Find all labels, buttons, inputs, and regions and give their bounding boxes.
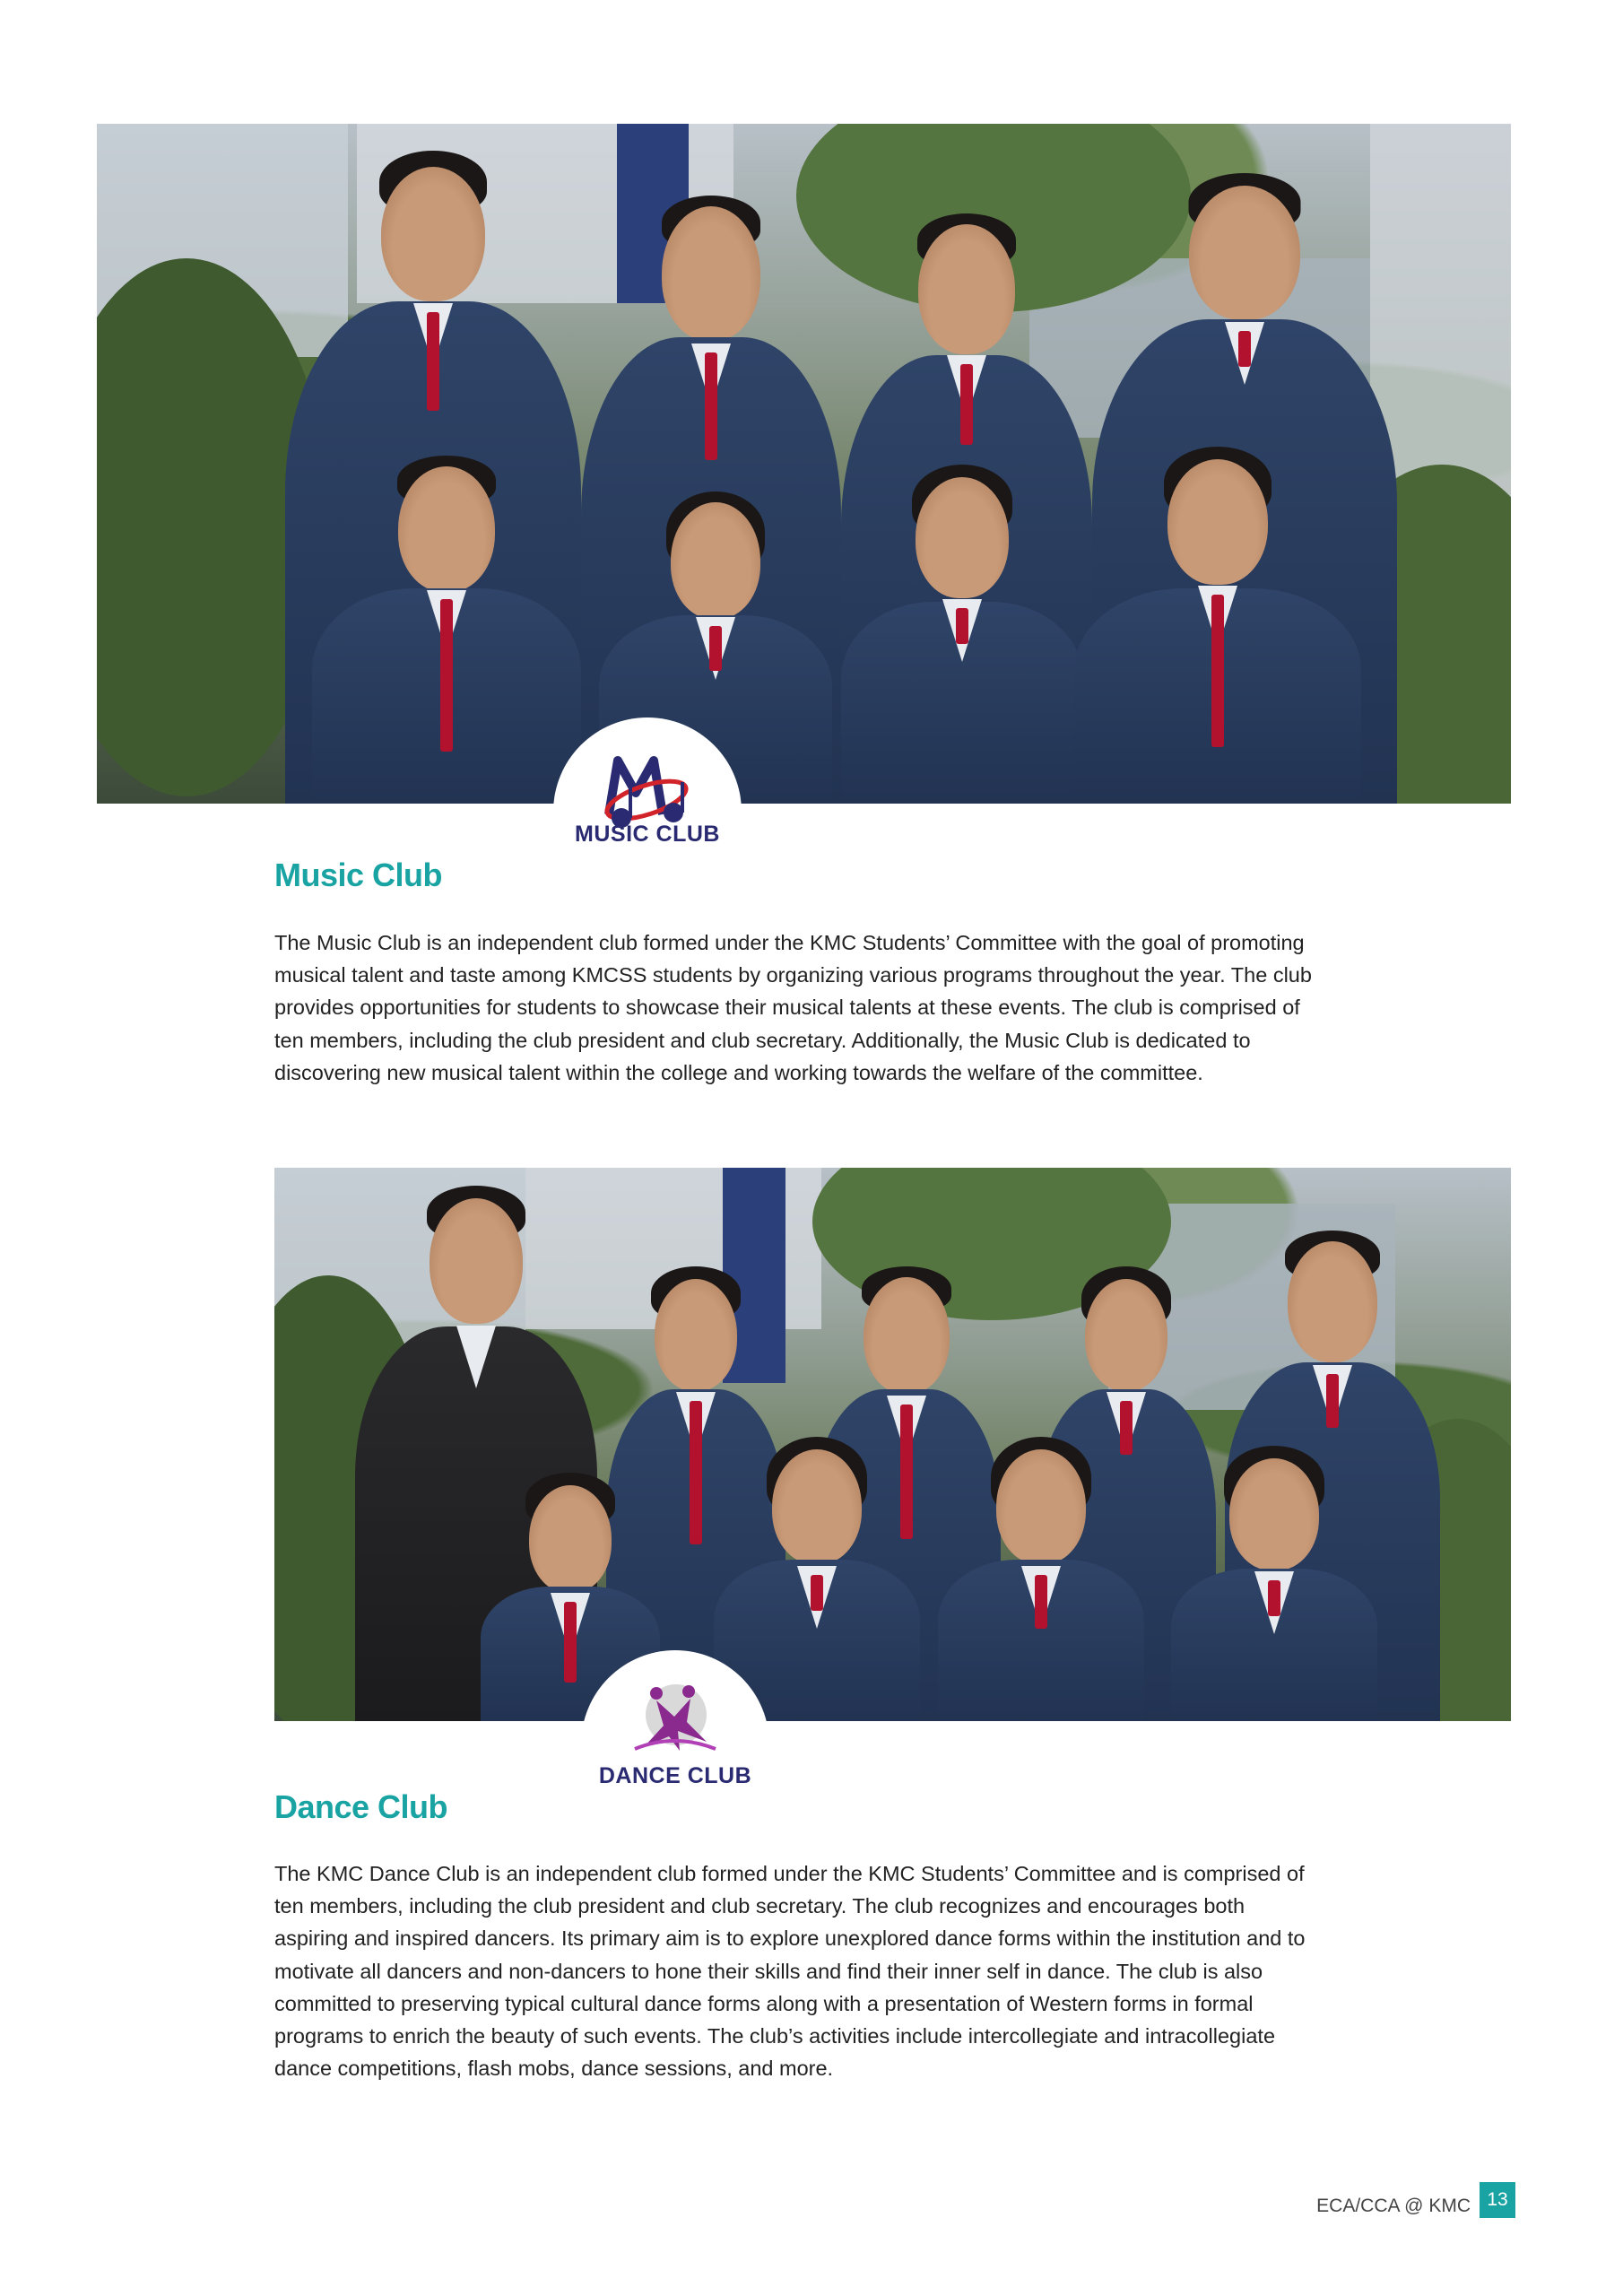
page-number: 13 xyxy=(1480,2182,1515,2218)
music-club-title: Music Club xyxy=(274,857,443,893)
music-club-group-photo xyxy=(97,124,1511,804)
music-club-logo-text: MUSIC CLUB xyxy=(575,822,720,847)
dance-club-logo-text: DANCE CLUB xyxy=(598,1763,752,1788)
student xyxy=(938,1437,1144,1721)
student xyxy=(312,456,581,804)
dancers-icon xyxy=(581,1650,769,1839)
music-club-description: The Music Club is an independent club formed under the KMC Students’ Committee with the goal of promoting musical talent and taste among KMCSS students by organizing various programs throughout the year. The club provides opportunities for students to showcase their musical talents at these events. The club is comprised of ten members, including the club president and club secretary. Additionally, the Music Club is dedicated to discovering new musical talent within the college and working towards the welfare of the committee. xyxy=(274,931,1312,1084)
student xyxy=(1074,447,1361,804)
music-note-icon xyxy=(553,718,742,906)
dance-club-title: Dance Club xyxy=(274,1788,448,1825)
footer-label: ECA/CCA @ KMC xyxy=(1316,2196,1471,2216)
dance-club-description: The KMC Dance Club is an independent club formed under the KMC Students’ Committee and is comprised of ten members, including the club president and club secretary. The club recognizes and encourages both aspiring and inspired dancers. Its primary aim is to explore unexplored dance forms within the institution and to motivate all dancers and non-dancers to hone their skills and find their inner self in dance. The club is also committed to preserving typical cultural dance forms along with a presentation of Western forms in formal programs to enrich the beauty of such events. The club’s activities include intercollegiate and intracollegiate dance competitions, flash mobs, dance sessions, and more. xyxy=(274,1862,1306,2081)
music-club-logo xyxy=(553,718,742,906)
student xyxy=(1171,1446,1377,1721)
dance-club-group-photo xyxy=(274,1168,1511,1721)
dance-club-logo xyxy=(581,1650,769,1839)
student xyxy=(841,465,1083,804)
